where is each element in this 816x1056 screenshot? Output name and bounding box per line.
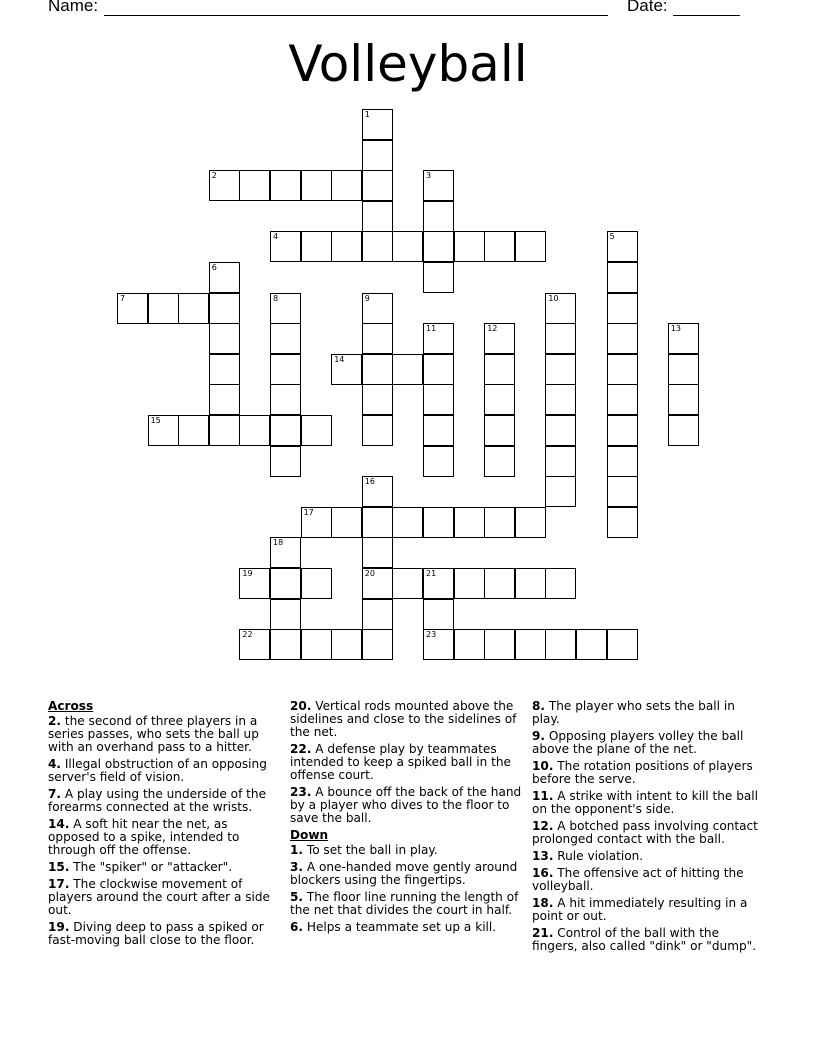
grid-cell[interactable]: [209, 293, 240, 324]
grid-cell[interactable]: [270, 446, 301, 477]
clue-number: 9: [364, 293, 370, 303]
clue-number: 8: [273, 293, 279, 303]
grid-cell[interactable]: [148, 293, 179, 324]
grid-cell[interactable]: [362, 415, 393, 446]
grid-cell[interactable]: [331, 231, 362, 262]
grid-cell[interactable]: [454, 568, 485, 599]
grid-cell[interactable]: [454, 507, 485, 538]
grid-cell[interactable]: [301, 231, 332, 262]
clue-number: 14: [334, 354, 345, 364]
grid-cell[interactable]: [301, 507, 332, 538]
grid-cell[interactable]: [607, 384, 638, 415]
clue-number: 2.: [48, 714, 62, 728]
down-clue: 5. The floor line running the length of the net that divides the court in half.: [290, 890, 519, 917]
grid-cell[interactable]: [148, 415, 179, 446]
grid-cell[interactable]: [423, 599, 454, 630]
grid-cell[interactable]: [423, 354, 454, 385]
grid-cell[interactable]: [545, 568, 576, 599]
grid-cell[interactable]: [668, 354, 699, 385]
clue-number: 13.: [532, 849, 554, 863]
grid-cell[interactable]: [545, 354, 576, 385]
clues-column-1: [48, 700, 278, 951]
grid-cell[interactable]: [239, 415, 270, 446]
clue-number: 23.: [290, 785, 312, 799]
down-clue: 16. The offensive act of hitting the volleyball.: [532, 866, 744, 893]
across-heading: Across: [48, 699, 94, 713]
down-clue: 21. Control of the ball with the fingers, also called "dink" or "dump".: [532, 926, 757, 953]
down-clue: 8. The player who sets the ball in play.: [532, 699, 735, 726]
across-clue: 7. A play using the underside of the forearms connected at the wrists.: [48, 787, 267, 814]
clue-number: 3: [426, 171, 432, 181]
grid-cell[interactable]: [362, 201, 393, 232]
grid-cell[interactable]: [270, 170, 301, 201]
clue-number: 16: [364, 477, 375, 487]
clue-number: 19: [242, 569, 253, 578]
grid-cell[interactable]: [270, 231, 301, 262]
clue-number: 8.: [532, 699, 546, 713]
grid-cell[interactable]: [668, 384, 699, 415]
clue-number: 21: [426, 569, 437, 578]
clue-number: 6: [211, 263, 217, 272]
grid-cell[interactable]: [209, 415, 240, 446]
grid-cell[interactable]: [607, 446, 638, 477]
clue-number: 9.: [532, 729, 546, 743]
down-clue: 13. Rule violation.: [532, 849, 644, 863]
grid-cell[interactable]: [362, 323, 393, 354]
grid-cell[interactable]: [423, 201, 454, 232]
grid-cell[interactable]: [423, 629, 454, 660]
clue-number: 11.: [532, 789, 554, 803]
down-clue: 9. Opposing players volley the ball above the plane of the net.: [532, 729, 744, 756]
grid-cell[interactable]: [301, 170, 332, 201]
grid-cell[interactable]: [607, 293, 638, 324]
grid-cell[interactable]: [607, 323, 638, 354]
grid-cell[interactable]: [301, 568, 332, 599]
grid-cell[interactable]: [362, 170, 393, 201]
grid-cell[interactable]: [392, 354, 423, 385]
grid-cell[interactable]: [423, 507, 454, 538]
grid-cell[interactable]: [607, 476, 638, 507]
clue-number: 20.: [290, 699, 312, 713]
grid-cell[interactable]: [331, 507, 362, 538]
grid-cell[interactable]: [545, 293, 576, 324]
clue-number: 20: [364, 569, 375, 578]
across-clue-list-continued: [290, 700, 522, 825]
across-clue: 17. The clockwise movement of players around the court after a side out.: [48, 877, 270, 917]
clue-number: 12: [487, 324, 498, 334]
grid-cell[interactable]: [331, 629, 362, 660]
clue-number: 4: [273, 232, 279, 242]
clue-number: 17.: [48, 877, 70, 891]
grid-cell[interactable]: [362, 140, 393, 171]
grid-cell[interactable]: [270, 599, 301, 630]
date-label: Date:: [627, 0, 668, 15]
grid-cell[interactable]: [668, 415, 699, 446]
across-clue: 23. A bounce off the back of the hand by a player who dives to the floor to save the ball.: [290, 785, 522, 825]
down-clue: 11. A strike with intent to kill the ball on the opponent's side.: [532, 789, 759, 816]
clue-number: 5: [609, 232, 615, 242]
grid-cell[interactable]: [362, 384, 393, 415]
grid-cell[interactable]: [392, 568, 423, 599]
grid-cell[interactable]: [209, 170, 240, 201]
across-clue: 4. Illegal obstruction of an opposing server's field of vision.: [48, 757, 267, 784]
grid-cell[interactable]: [423, 323, 454, 354]
grid-cell[interactable]: [362, 507, 393, 538]
grid-cell[interactable]: [607, 262, 638, 293]
grid-cell[interactable]: [362, 109, 393, 140]
clue-number: 11: [426, 324, 437, 334]
grid-cell[interactable]: [607, 354, 638, 385]
clue-number: 2: [211, 171, 217, 181]
grid-cell[interactable]: [362, 599, 393, 630]
grid-cell[interactable]: [484, 507, 515, 538]
grid-cell[interactable]: [484, 629, 515, 660]
across-clue-list: [48, 715, 278, 947]
down-clue: 1. To set the ball in play.: [290, 843, 438, 857]
grid-cell[interactable]: [301, 629, 332, 660]
clue-number: 1.: [290, 843, 304, 857]
grid-cell[interactable]: [423, 231, 454, 262]
down-clue: 3. A one-handed move gently around blockers using the fingertips.: [290, 860, 518, 887]
across-clue: 15. The "spiker" or "attacker".: [48, 860, 233, 874]
grid-cell[interactable]: [362, 568, 393, 599]
grid-cell[interactable]: [515, 507, 546, 538]
clue-number: 23: [426, 630, 437, 640]
grid-cell[interactable]: [423, 415, 454, 446]
down-clue: 10. The rotation positions of players before the serve.: [532, 759, 753, 786]
clue-number: 10.: [532, 759, 554, 773]
clue-number: 7.: [48, 787, 62, 801]
clue-number: 14.: [48, 817, 70, 831]
page-title: Volleyball: [288, 35, 528, 93]
clue-number: 13: [670, 324, 681, 334]
grid-cell[interactable]: [454, 629, 485, 660]
clue-number: 22: [242, 630, 253, 640]
grid-cell[interactable]: [331, 354, 362, 385]
grid-cell[interactable]: [178, 293, 209, 324]
grid-cell[interactable]: [545, 446, 576, 477]
grid-cell[interactable]: [270, 323, 301, 354]
grid-cell[interactable]: [239, 568, 270, 599]
grid-cell[interactable]: [545, 415, 576, 446]
grid-cell[interactable]: [331, 170, 362, 201]
name-label: Name:: [48, 0, 99, 15]
grid-cell[interactable]: [607, 507, 638, 538]
grid-cell[interactable]: [484, 446, 515, 477]
grid-cell[interactable]: [423, 568, 454, 599]
grid-cell[interactable]: [515, 568, 546, 599]
grid-cell[interactable]: [209, 384, 240, 415]
grid-cell[interactable]: [668, 323, 699, 354]
grid-cell[interactable]: [270, 568, 301, 599]
down-clue-list: [290, 844, 522, 934]
grid-cell[interactable]: [423, 384, 454, 415]
grid-cell[interactable]: [484, 323, 515, 354]
grid-cell[interactable]: [362, 231, 393, 262]
clue-number: 18: [273, 538, 284, 548]
grid-cell[interactable]: [484, 354, 515, 385]
clue-number: 7: [120, 293, 126, 303]
grid-cell[interactable]: [484, 415, 515, 446]
grid-cell[interactable]: [362, 537, 393, 568]
grid-cell[interactable]: [607, 629, 638, 660]
clue-number: 15.: [48, 860, 70, 874]
grid-cell[interactable]: [484, 568, 515, 599]
clue-number: 10: [548, 293, 559, 303]
clue-number: 5.: [290, 890, 304, 904]
grid-cell[interactable]: [484, 384, 515, 415]
down-heading: Down: [290, 828, 329, 842]
grid-cell[interactable]: [270, 537, 301, 568]
across-clue: 2. the second of three players in a series passes, who sets the ball up with an overhand pass to a hitter.: [48, 714, 259, 754]
grid-cell[interactable]: [239, 629, 270, 660]
clues-column-3: [532, 700, 762, 957]
grid-cell[interactable]: [301, 415, 332, 446]
grid-cell[interactable]: [423, 262, 454, 293]
down-clue-list-continued: [532, 700, 762, 953]
grid-cell[interactable]: [392, 507, 423, 538]
grid-cell[interactable]: [270, 629, 301, 660]
down-clue: 12. A botched pass involving contact prolonged contact with the ball.: [532, 819, 758, 846]
clue-number: 21.: [532, 926, 554, 940]
clue-number: 19.: [48, 920, 70, 934]
down-clue: 18. A hit immediately resulting in a point or out.: [532, 896, 748, 923]
clue-number: 17: [303, 507, 314, 517]
grid-cell[interactable]: [362, 354, 393, 385]
grid-cell[interactable]: [209, 323, 240, 354]
grid-cell[interactable]: [545, 629, 576, 660]
grid-cell[interactable]: [545, 476, 576, 507]
across-clue: 14. A soft hit near the net, as opposed to a spike, intended to through off the offense.: [48, 817, 240, 857]
grid-cell[interactable]: [209, 354, 240, 385]
clue-number: 16.: [532, 866, 554, 880]
down-clue: 6. Helps a teammate set up a kill.: [290, 920, 497, 934]
grid-cell[interactable]: [576, 629, 607, 660]
grid-cell[interactable]: [270, 384, 301, 415]
across-clue: 20. Vertical rods mounted above the sidelines and close to the sidelines of the net.: [290, 699, 517, 739]
grid-cell[interactable]: [239, 170, 270, 201]
grid-cell[interactable]: [178, 415, 209, 446]
grid-cell[interactable]: [515, 231, 546, 262]
grid-cell[interactable]: [515, 629, 546, 660]
grid-cell[interactable]: [117, 293, 148, 324]
clue-number: 3.: [290, 860, 304, 874]
grid-cell[interactable]: [423, 446, 454, 477]
grid-cell[interactable]: [454, 231, 485, 262]
grid-cell[interactable]: [484, 231, 515, 262]
grid-cell[interactable]: [270, 354, 301, 385]
grid-cell[interactable]: [209, 262, 240, 293]
grid-cell[interactable]: [270, 415, 301, 446]
grid-cell[interactable]: [607, 415, 638, 446]
grid-cell[interactable]: [362, 293, 393, 324]
grid-cell[interactable]: [545, 384, 576, 415]
clue-number: 6.: [290, 920, 304, 934]
clues-column-2: [290, 700, 522, 938]
clue-number: 4.: [48, 757, 62, 771]
grid-cell[interactable]: [270, 293, 301, 324]
clue-number: 12.: [532, 819, 554, 833]
grid-cell[interactable]: [423, 170, 454, 201]
grid-cell[interactable]: [362, 629, 393, 660]
clue-number: 18.: [532, 896, 554, 910]
grid-cell[interactable]: [392, 231, 423, 262]
clue-number: 1: [364, 110, 370, 119]
clue-number: 22.: [290, 742, 312, 756]
across-clue: 19. Diving deep to pass a spiked or fast-moving ball close to the floor.: [48, 920, 264, 947]
grid-cell[interactable]: [545, 323, 576, 354]
grid-cell[interactable]: [607, 231, 638, 262]
across-clue: 22. A defense play by teammates intended to keep a spiked ball in the offense court.: [290, 742, 511, 782]
clue-number: 15: [150, 416, 161, 425]
grid-cell[interactable]: [362, 476, 393, 507]
